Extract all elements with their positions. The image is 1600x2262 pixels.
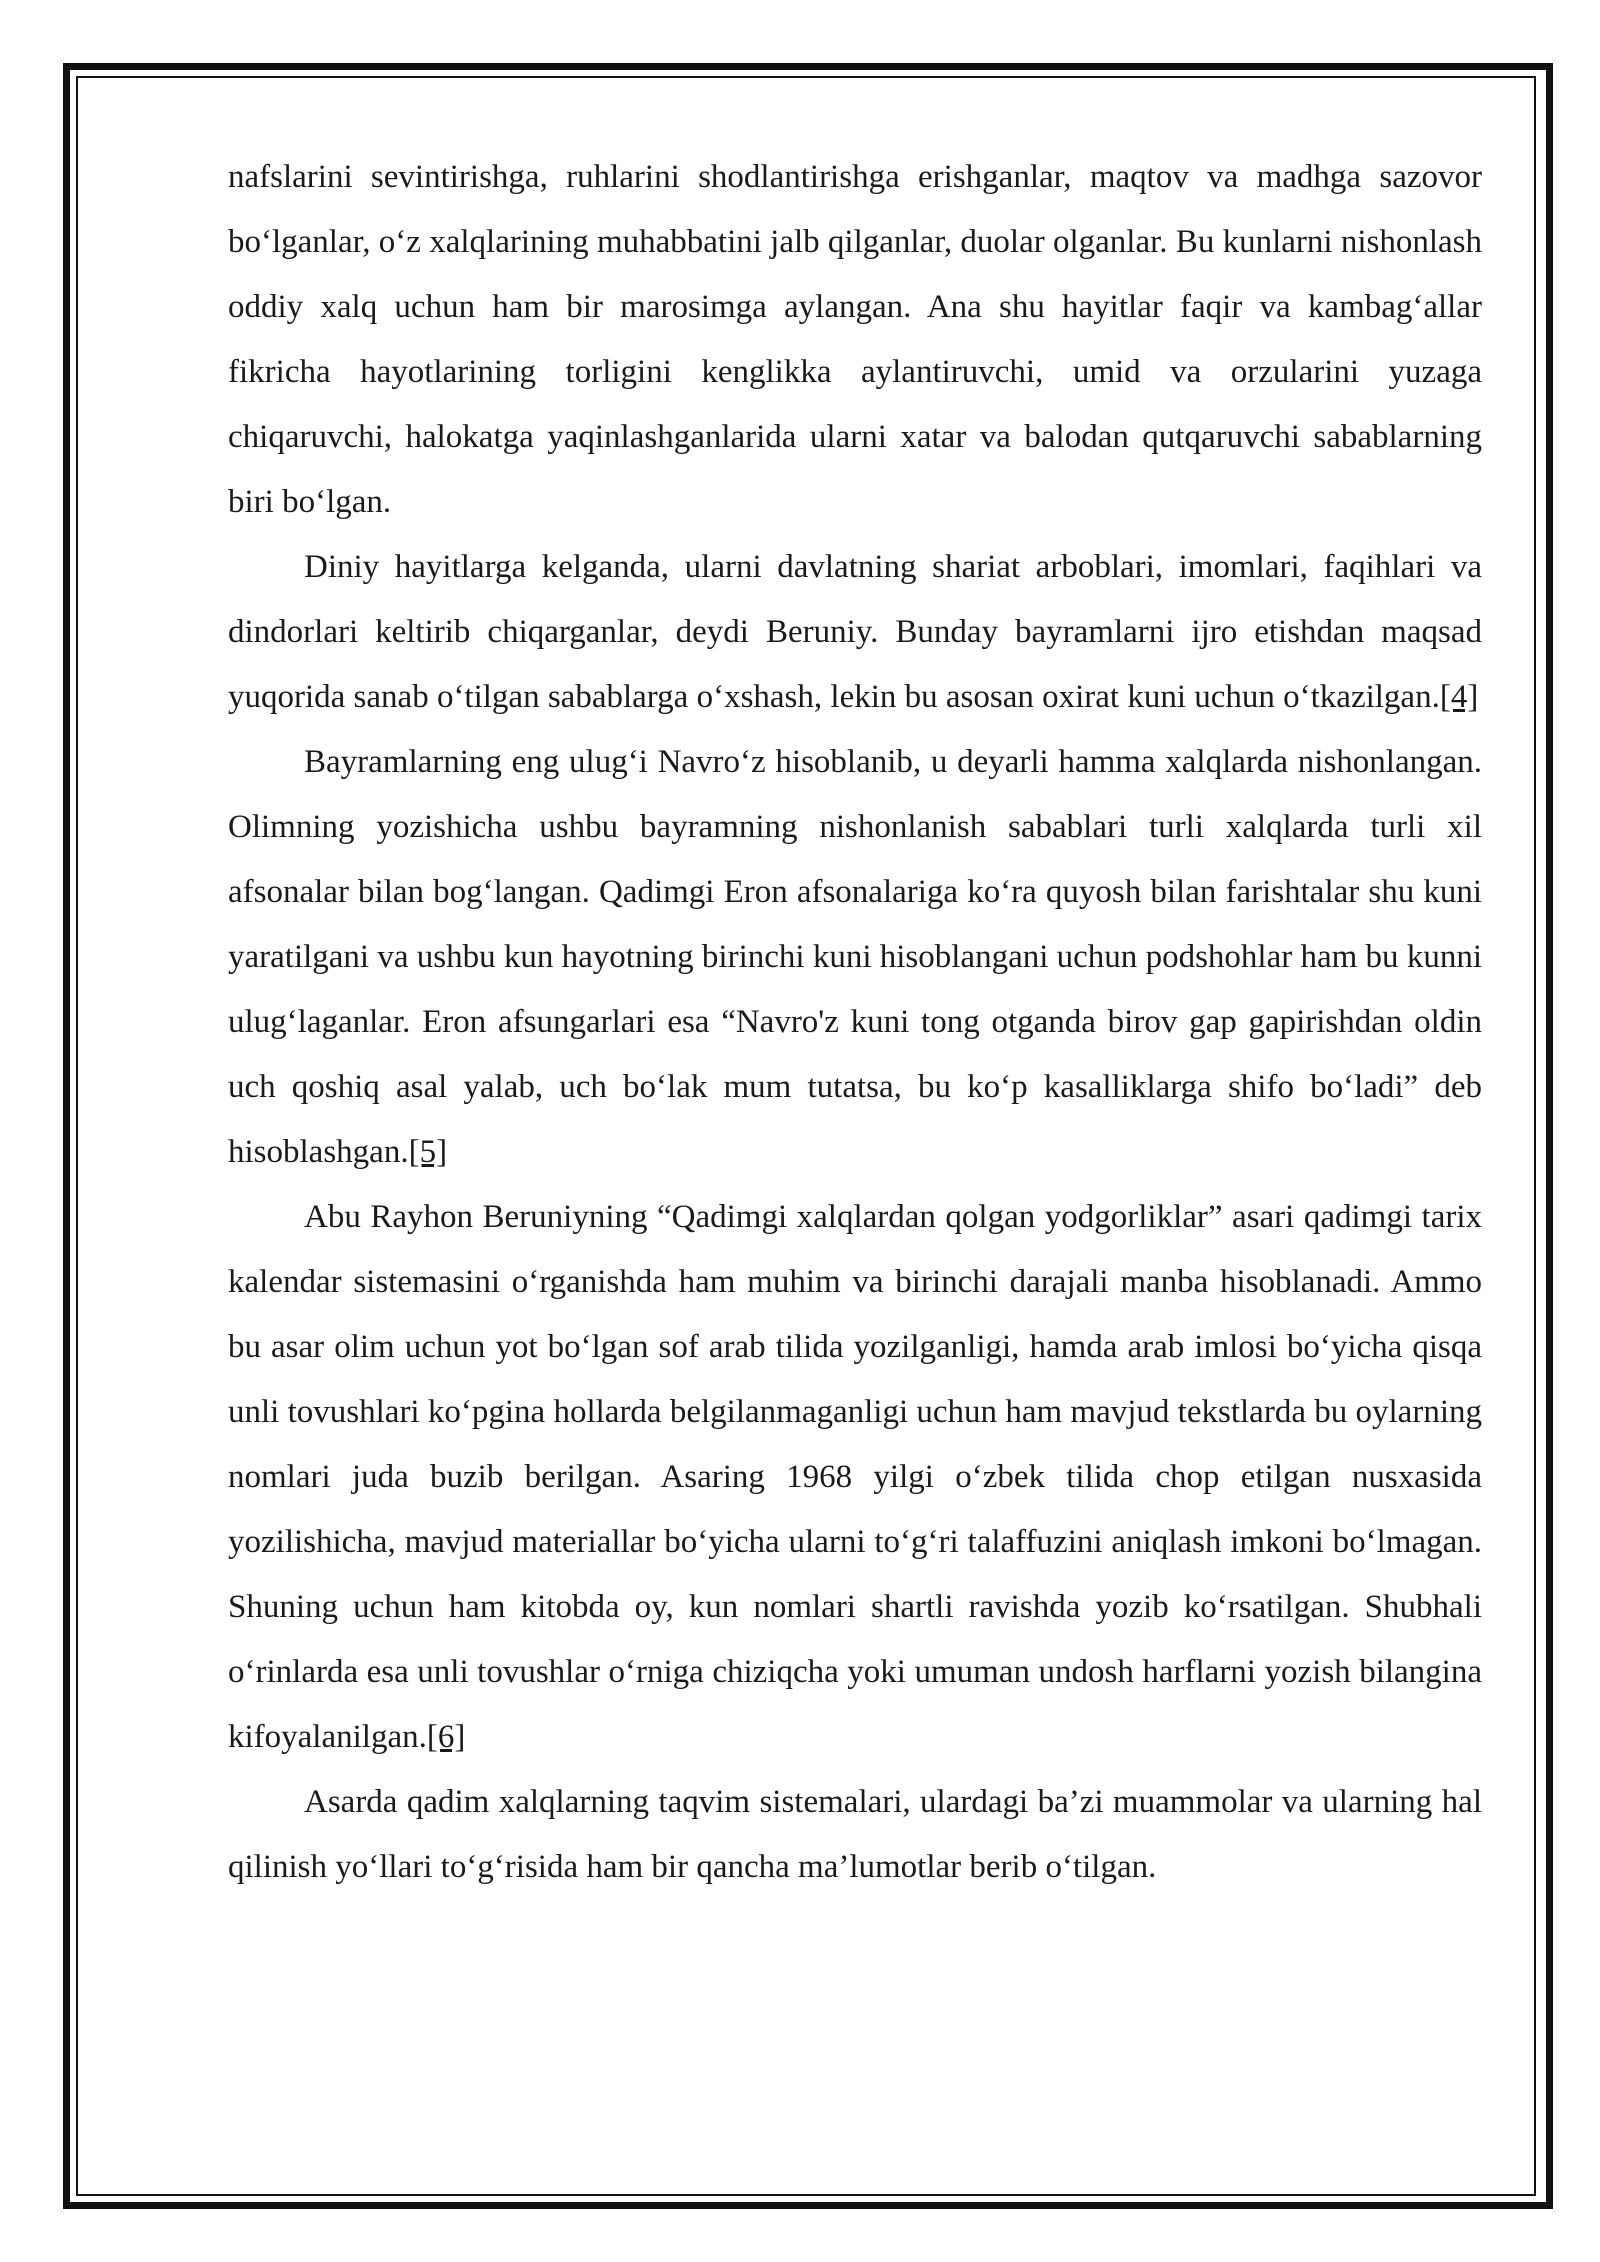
document-body [228,145,1482,1900]
paragraph-2 [228,535,1482,730]
paragraph-3 [228,730,1482,1185]
paragraph-5-text: Asarda qadim xalqlarning taqvim sistemalari, ulardagi ba’zi muammolar va ularning hal qilinish yo‘llari to‘g‘risida ham bir qancha ma’lumotlar berib o‘tilgan. [228,1784,1482,1885]
paragraph-1-text: nafslarini sevintirishga, ruhlarini shodlantirishga erishganlar, maqtov va madhga sazovor bo‘lganlar, o‘z xalqlarining muhabbatini jalb qilganlar, duolar olganlar. Bu kunlarni nishonlash oddiy xalq uchun ham bir marosimga aylangan. Ana shu hayitlar faqir va kambag‘allar fikricha hayotlarining torligini kenglikka aylantiruvchi, umid va orzularini yuzaga chiqaruvchi, halokatga yaqinlashganlarida ularni xatar va balodan qutqaruvchi sabablarning biri bo‘lgan. [228,159,1482,520]
paragraph-1 [228,145,1482,535]
footnote-ref-6[interactable]: [6] [426,1719,466,1755]
paragraph-4-text: Abu Rayhon Beruniyning “Qadimgi xalqlardan qolgan yodgorliklar” asari qadimgi tarix kalendar sistemasini o‘rganishda ham muhim va birinchi darajali manba hisoblanadi. Ammo bu asar olim uchun yot bo‘lgan sof arab tilida yozilganligi, hamda arab imlosi bo‘yicha qisqa unli tovushlari ko‘pgina hollarda belgilanmaganligi uchun ham mavjud tekstlarda bu oylarning nomlari juda buzib berilgan. Asaring 1968 yilgi o‘zbek tilida chop etilgan nusxasida yozilishicha, mavjud materiallar bo‘yicha ularni to‘g‘ri talaffuzini aniqlash imkoni bo‘lmagan. Shuning uchun ham kitobda oy, kun nomlari shartli ravishda yozib ko‘rsatilgan. Shubhali o‘rinlarda esa unli tovushlar o‘rniga chiziqcha yoki umuman undosh harflarni yozish bilangina kifoyalanilgan. [228,1199,1482,1755]
footnote-ref-4[interactable]: [4] [1439,679,1479,715]
paragraph-3-text: Bayramlarning eng ulug‘i Navro‘z hisoblanib, u deyarli hamma xalqlarda nishonlangan. Olimning yozishicha ushbu bayramning nishonlanish sabablari turli xalqlarda turli xil afsonalar bilan bog‘langan. Qadimgi Eron afsonalariga ko‘ra quyosh bilan farishtalar shu kuni yaratilgani va ushbu kun hayotning birinchi kuni hisoblangani uchun podshohlar ham bu kunni ulug‘laganlar. Eron afsungarlari esa “Navro'z kuni tong otganda birov gap gapirishdan oldin uch qoshiq asal yalab, uch bo‘lak mum tutatsa, bu ko‘p kasalliklarga shifo bo‘ladi” deb hisoblashgan. [228,744,1482,1170]
paragraph-5 [228,1770,1482,1900]
paragraph-4 [228,1185,1482,1770]
footnote-ref-5[interactable]: [5] [408,1134,448,1170]
paragraph-2-text: Diniy hayitlarga kelganda, ularni davlatning shariat arboblari, imomlari, faqihlari va dindorlari keltirib chiqarganlar, deydi Beruniy. Bunday bayramlarni ijro etishdan maqsad yuqorida sanab o‘tilgan sabablarga o‘xshash, lekin bu asosan oxirat kuni uchun o‘tkazilgan. [228,549,1482,715]
